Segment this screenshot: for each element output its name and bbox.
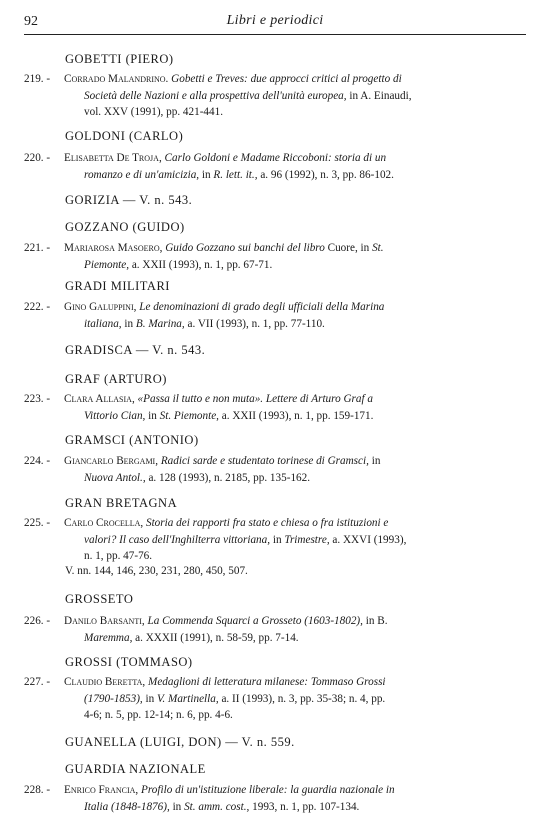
entry-journal: St. amm. cost., — [184, 800, 250, 813]
bibliography-entry — [24, 453, 502, 486]
entry-citation: n. 1, pp. 47-76. — [84, 550, 153, 562]
subject-heading: GUARDIA NAZIONALE — [65, 762, 206, 776]
subject-heading: GROSSI (TOMMASO) — [65, 655, 193, 669]
cross-reference: GUANELLA (LUIGI, DON) — V. n. 559. — [65, 735, 295, 749]
entry-journal: Trimestre, — [284, 533, 330, 546]
entry-number: 224. - — [24, 455, 51, 467]
page-header — [24, 12, 526, 36]
entry-citation: in — [142, 692, 158, 705]
entry-citation: in — [121, 317, 136, 330]
entry-journal: R. lett. it., — [213, 168, 258, 181]
entry-author: Danilo Barsanti, — [64, 615, 145, 627]
entry-title: Vittorio Cian, — [84, 409, 146, 422]
entry-author: Clara Allasia, — [64, 393, 135, 405]
entry-author: Elisabetta De Troja, — [64, 152, 162, 164]
subject-heading: GOLDONI (CARLO) — [65, 129, 184, 143]
entry-citation: a. 96 (1992), n. 3, pp. 86-102. — [257, 168, 394, 181]
entry-citation: a. II (1993), n. 3, pp. 35-38; n. 4, pp. — [218, 692, 386, 705]
cross-reference: V. nn. 144, 146, 230, 231, 280, 450, 507. — [65, 565, 248, 577]
entry-author: Claudio Beretta, — [64, 676, 146, 688]
entry-number: 221. - — [24, 242, 51, 254]
bibliography-entry — [24, 150, 502, 183]
subject-heading: GRAF (ARTURO) — [65, 372, 167, 386]
bibliography-entry — [24, 299, 502, 332]
entry-citation: vol. XXV (1991), pp. 421-441. — [84, 106, 224, 118]
entry-citation: a. XXXII (1991), n. 58-59, pp. 7-14. — [132, 631, 299, 644]
entry-journal: V. Martinella, — [157, 692, 219, 705]
entry-title: Gobetti e Treves: due approcci critici al progetto di — [171, 73, 402, 85]
bibliography-entry — [24, 782, 502, 815]
entry-journal: Nuova Antol., — [84, 471, 146, 484]
page-number: 92 — [24, 14, 38, 29]
entry-citation: in A. Einaudi, — [346, 89, 412, 102]
subject-heading: GRAN BRETAGNA — [65, 496, 178, 510]
subject-heading: GRAMSCI (ANTONIO) — [65, 433, 199, 447]
entry-number: 222. - — [24, 301, 51, 313]
entry-number: 228. - — [24, 784, 51, 796]
entry-journal: B. Marina, — [135, 317, 185, 330]
bibliography-entry — [24, 391, 502, 424]
subject-heading: GOBETTI (PIERO) — [65, 52, 174, 66]
subject-heading: GOZZANO (GUIDO) — [65, 220, 185, 234]
entry-number: 223. - — [24, 393, 51, 405]
entry-citation: in — [145, 409, 160, 422]
subject-heading: GROSSETO — [65, 592, 134, 606]
entry-title: Profilo di un'istituzione liberale: la guardia nazionale in — [141, 784, 395, 796]
entry-citation: in B. — [362, 615, 388, 627]
entry-title: Italia (1848-1876), — [84, 800, 170, 813]
entry-number: 227. - — [24, 676, 51, 688]
entry-citation: Cuore, in — [324, 242, 373, 254]
entry-journal: St. Piemonte, — [159, 409, 219, 422]
entry-citation: a. VII (1993), n. 1, pp. 77-110. — [184, 317, 325, 330]
header-rule — [24, 34, 526, 35]
entry-title: «Passa il tutto e non muta». Lettere di Arturo Graf a — [137, 393, 374, 405]
entry-citation: a. XXVI (1993), — [329, 533, 407, 546]
entry-citation: a. XXII (1993), n. 1, pp. 67-71. — [129, 258, 273, 271]
entry-citation: 4-6; n. 5, pp. 12-14; n. 6, pp. 4-6. — [84, 709, 233, 721]
cross-reference: GRADISCA — V. n. 543. — [65, 343, 206, 357]
entry-citation: in — [169, 800, 185, 813]
entry-number: 226. - — [24, 615, 51, 627]
bibliography-entry — [24, 613, 502, 646]
bibliography-entry — [24, 71, 502, 121]
entry-author: Mariarosa Masoero, — [64, 242, 163, 254]
bibliography-entry — [24, 515, 502, 565]
entry-title: Storia dei rapporti fra stato e chiesa o fra istituzioni e — [145, 517, 389, 529]
entry-citation: in — [199, 168, 214, 181]
entry-citation: a. 128 (1993), n. 2185, pp. 135-162. — [145, 471, 311, 484]
entry-author: Giancarlo Bergami, — [64, 455, 159, 467]
entry-author: Enrico Francia, — [64, 784, 139, 796]
running-title: Libri e periodici — [226, 13, 324, 28]
entry-title: Le denominazioni di grado degli ufficiali della Marina — [139, 301, 385, 313]
entry-title: Società delle Nazioni e alla prospettiva dell'unità europea, — [84, 89, 347, 102]
bibliography-entry — [24, 240, 502, 273]
cross-reference: GORIZIA — V. n. 543. — [65, 193, 193, 207]
entry-citation: in — [368, 455, 381, 467]
entry-title: Carlo Goldoni e Madame Riccoboni: storia di un — [164, 152, 387, 164]
entry-journal: Maremma, — [84, 631, 133, 644]
subject-heading: GRADI MILITARI — [65, 279, 170, 293]
entry-author: Gino Galuppini, — [64, 301, 137, 313]
entry-number: 225. - — [24, 517, 51, 529]
entry-author: Carlo Crocella, — [64, 517, 144, 529]
entry-citation: in — [270, 533, 285, 546]
entry-title: (1790-1853), — [84, 692, 143, 705]
entry-title: La Commenda Squarci a Grosseto (1603-1802), — [147, 615, 363, 627]
entry-number: 220. - — [24, 152, 51, 164]
entry-number: 219. - — [24, 73, 51, 85]
entry-title: Radici sarde e studentato torinese di Gramsci, — [160, 455, 369, 467]
entry-title: italiana, — [84, 317, 122, 330]
entry-title: valori? Il caso dell'Inghilterra vittoriana, — [84, 533, 271, 546]
entry-journal: St. — [372, 242, 384, 254]
entry-title: Medaglioni di letteratura milanese: Tommaso Grossi — [148, 676, 386, 688]
entry-author: Corrado Malandrino. — [64, 73, 169, 85]
entry-title: Guido Gozzano sui banchi del libro — [165, 242, 325, 254]
entry-citation: 1993, n. 1, pp. 107-134. — [249, 800, 360, 813]
entry-title: romanzo e di un'amicizia, — [84, 168, 200, 181]
entry-citation: a. XXII (1993), n. 1, pp. 159-171. — [218, 409, 374, 422]
bibliography-entry — [24, 674, 502, 724]
entry-journal: Piemonte, — [84, 258, 130, 271]
